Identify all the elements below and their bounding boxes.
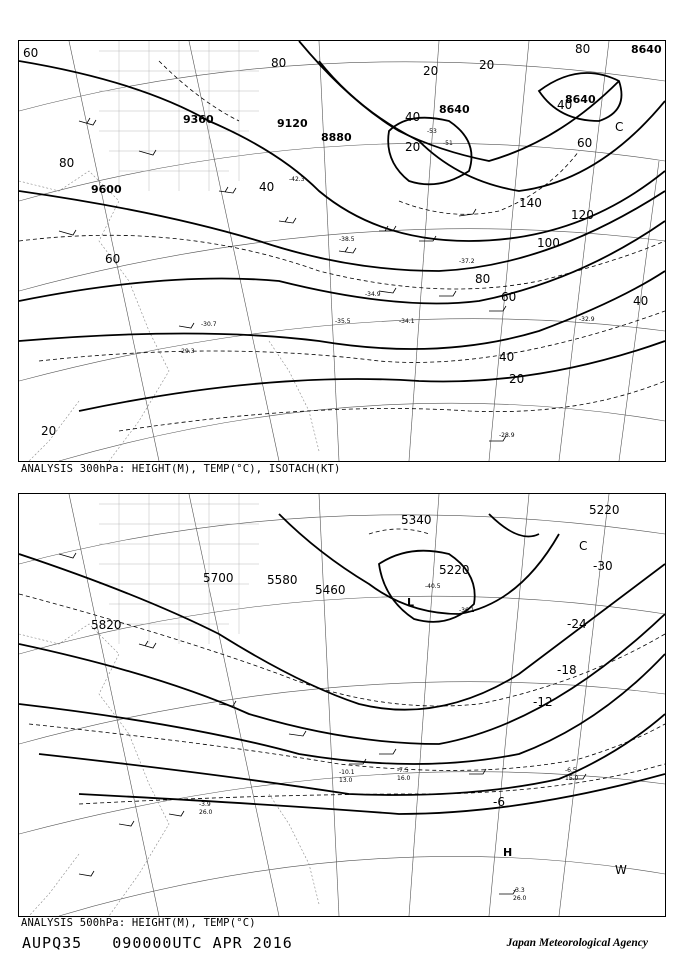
isotach-label: 60: [577, 136, 593, 150]
height-label: 5340: [401, 513, 432, 527]
height-label: 5460: [315, 583, 346, 597]
chart-time: 090000UTC APR 2016: [112, 934, 293, 952]
isotach-label: 140: [519, 196, 542, 210]
coastlines: [19, 171, 319, 461]
pressure-center-w: W: [615, 863, 627, 877]
hatched-region: [99, 494, 259, 644]
isotherm-label: -30: [593, 559, 613, 573]
isotach-label: 80: [475, 272, 491, 286]
agency-name: Japan Meteorological Agency: [506, 937, 648, 949]
isotach-label: 40: [557, 98, 573, 112]
temp-value: -38.5: [339, 236, 355, 243]
graticule: [19, 494, 665, 916]
station-dewpoint: 13.0: [339, 777, 353, 784]
height-label: 8640: [565, 93, 596, 106]
isotachs: [19, 61, 665, 431]
isotach-label: 100: [537, 236, 560, 250]
station-dewpoint: 26.0: [199, 809, 213, 816]
height-label: 5820: [91, 618, 122, 632]
wind-barbs: [59, 118, 506, 441]
isotach-label: 80: [271, 56, 287, 70]
isotherm-label: -24: [567, 617, 587, 631]
height-label: 8640: [631, 43, 662, 56]
isotach-label: 40: [259, 180, 275, 194]
isotach-label: 60: [105, 252, 121, 266]
isotach-label: 40: [499, 350, 515, 364]
temp-value: -32.9: [579, 316, 595, 323]
temp-value: -28.9: [499, 432, 515, 439]
station-dewpoint: 16.0: [397, 775, 411, 782]
hatched-region: [99, 41, 259, 191]
height-label: 5220: [589, 503, 620, 517]
map-500hpa-canvas: [19, 494, 665, 916]
height-label: 9360: [183, 113, 214, 126]
height-label: 5580: [267, 573, 298, 587]
pressure-center-c: C: [579, 539, 588, 553]
height-label: 5220: [439, 563, 470, 577]
map-500hpa: [18, 493, 666, 917]
isotach-label: 20: [479, 58, 495, 72]
station-temp: -40.5: [425, 583, 441, 590]
chart-identifier: [22, 934, 293, 952]
station-temp: -3.9: [199, 801, 211, 808]
isotach-label: 20: [509, 372, 525, 386]
caption-500hpa: ANALYSIS 500hPa: HEIGHT(M), TEMP(°C): [21, 917, 256, 929]
temp-value: -53: [427, 128, 437, 135]
station-temp: -7.5: [397, 767, 409, 774]
height-label: 9120: [277, 117, 308, 130]
station-temp: -6.5: [565, 767, 577, 774]
isotach-label: 60: [501, 290, 517, 304]
height-label: 9600: [91, 183, 122, 196]
isotach-label: 80: [59, 156, 75, 170]
temp-value: -42.3: [289, 176, 305, 183]
pressure-center-l: L: [407, 596, 415, 609]
temp-value: -51: [443, 140, 453, 147]
station-dewpoint: 15.0: [565, 775, 579, 782]
pressure-center-c: C: [615, 120, 624, 134]
isotach-label: 60: [23, 46, 39, 60]
temp-value: -34.1: [399, 318, 415, 325]
map-300hpa-canvas: [19, 41, 665, 461]
station-temp: -36.1: [459, 607, 475, 614]
pressure-center-h: H: [503, 846, 513, 859]
isotherm-label: -12: [533, 695, 553, 709]
caption-300hpa: ANALYSIS 300hPa: HEIGHT(M), TEMP(°C), ISOTACH(KT): [21, 463, 341, 475]
temp-value: -37.2: [459, 258, 475, 265]
temp-value: -29.3: [179, 348, 195, 355]
isotach-label: 40: [405, 110, 421, 124]
station-temp: -10.1: [339, 769, 355, 776]
station-dewpoint: 26.0: [513, 895, 527, 902]
chart-code: AUPQ35: [22, 934, 83, 952]
height-label: 8880: [321, 131, 352, 144]
isotach-label: 20: [405, 140, 421, 154]
isotach-label: 120: [571, 208, 594, 222]
isotherm-label: -6: [493, 795, 505, 809]
temp-value: -35.5: [335, 318, 351, 325]
map-300hpa: [18, 40, 666, 462]
temp-value: -34.9: [365, 291, 381, 298]
isotherm-label: -18: [557, 663, 577, 677]
height-label: 8640: [439, 103, 470, 116]
isotach-label: 40: [633, 294, 649, 308]
isotach-label: 20: [41, 424, 57, 438]
height-label: 5700: [203, 571, 234, 585]
station-temp: -3.3: [513, 887, 525, 894]
isotach-label: 80: [575, 42, 591, 56]
isotach-label: 20: [423, 64, 439, 78]
temp-value: -30.7: [201, 321, 217, 328]
